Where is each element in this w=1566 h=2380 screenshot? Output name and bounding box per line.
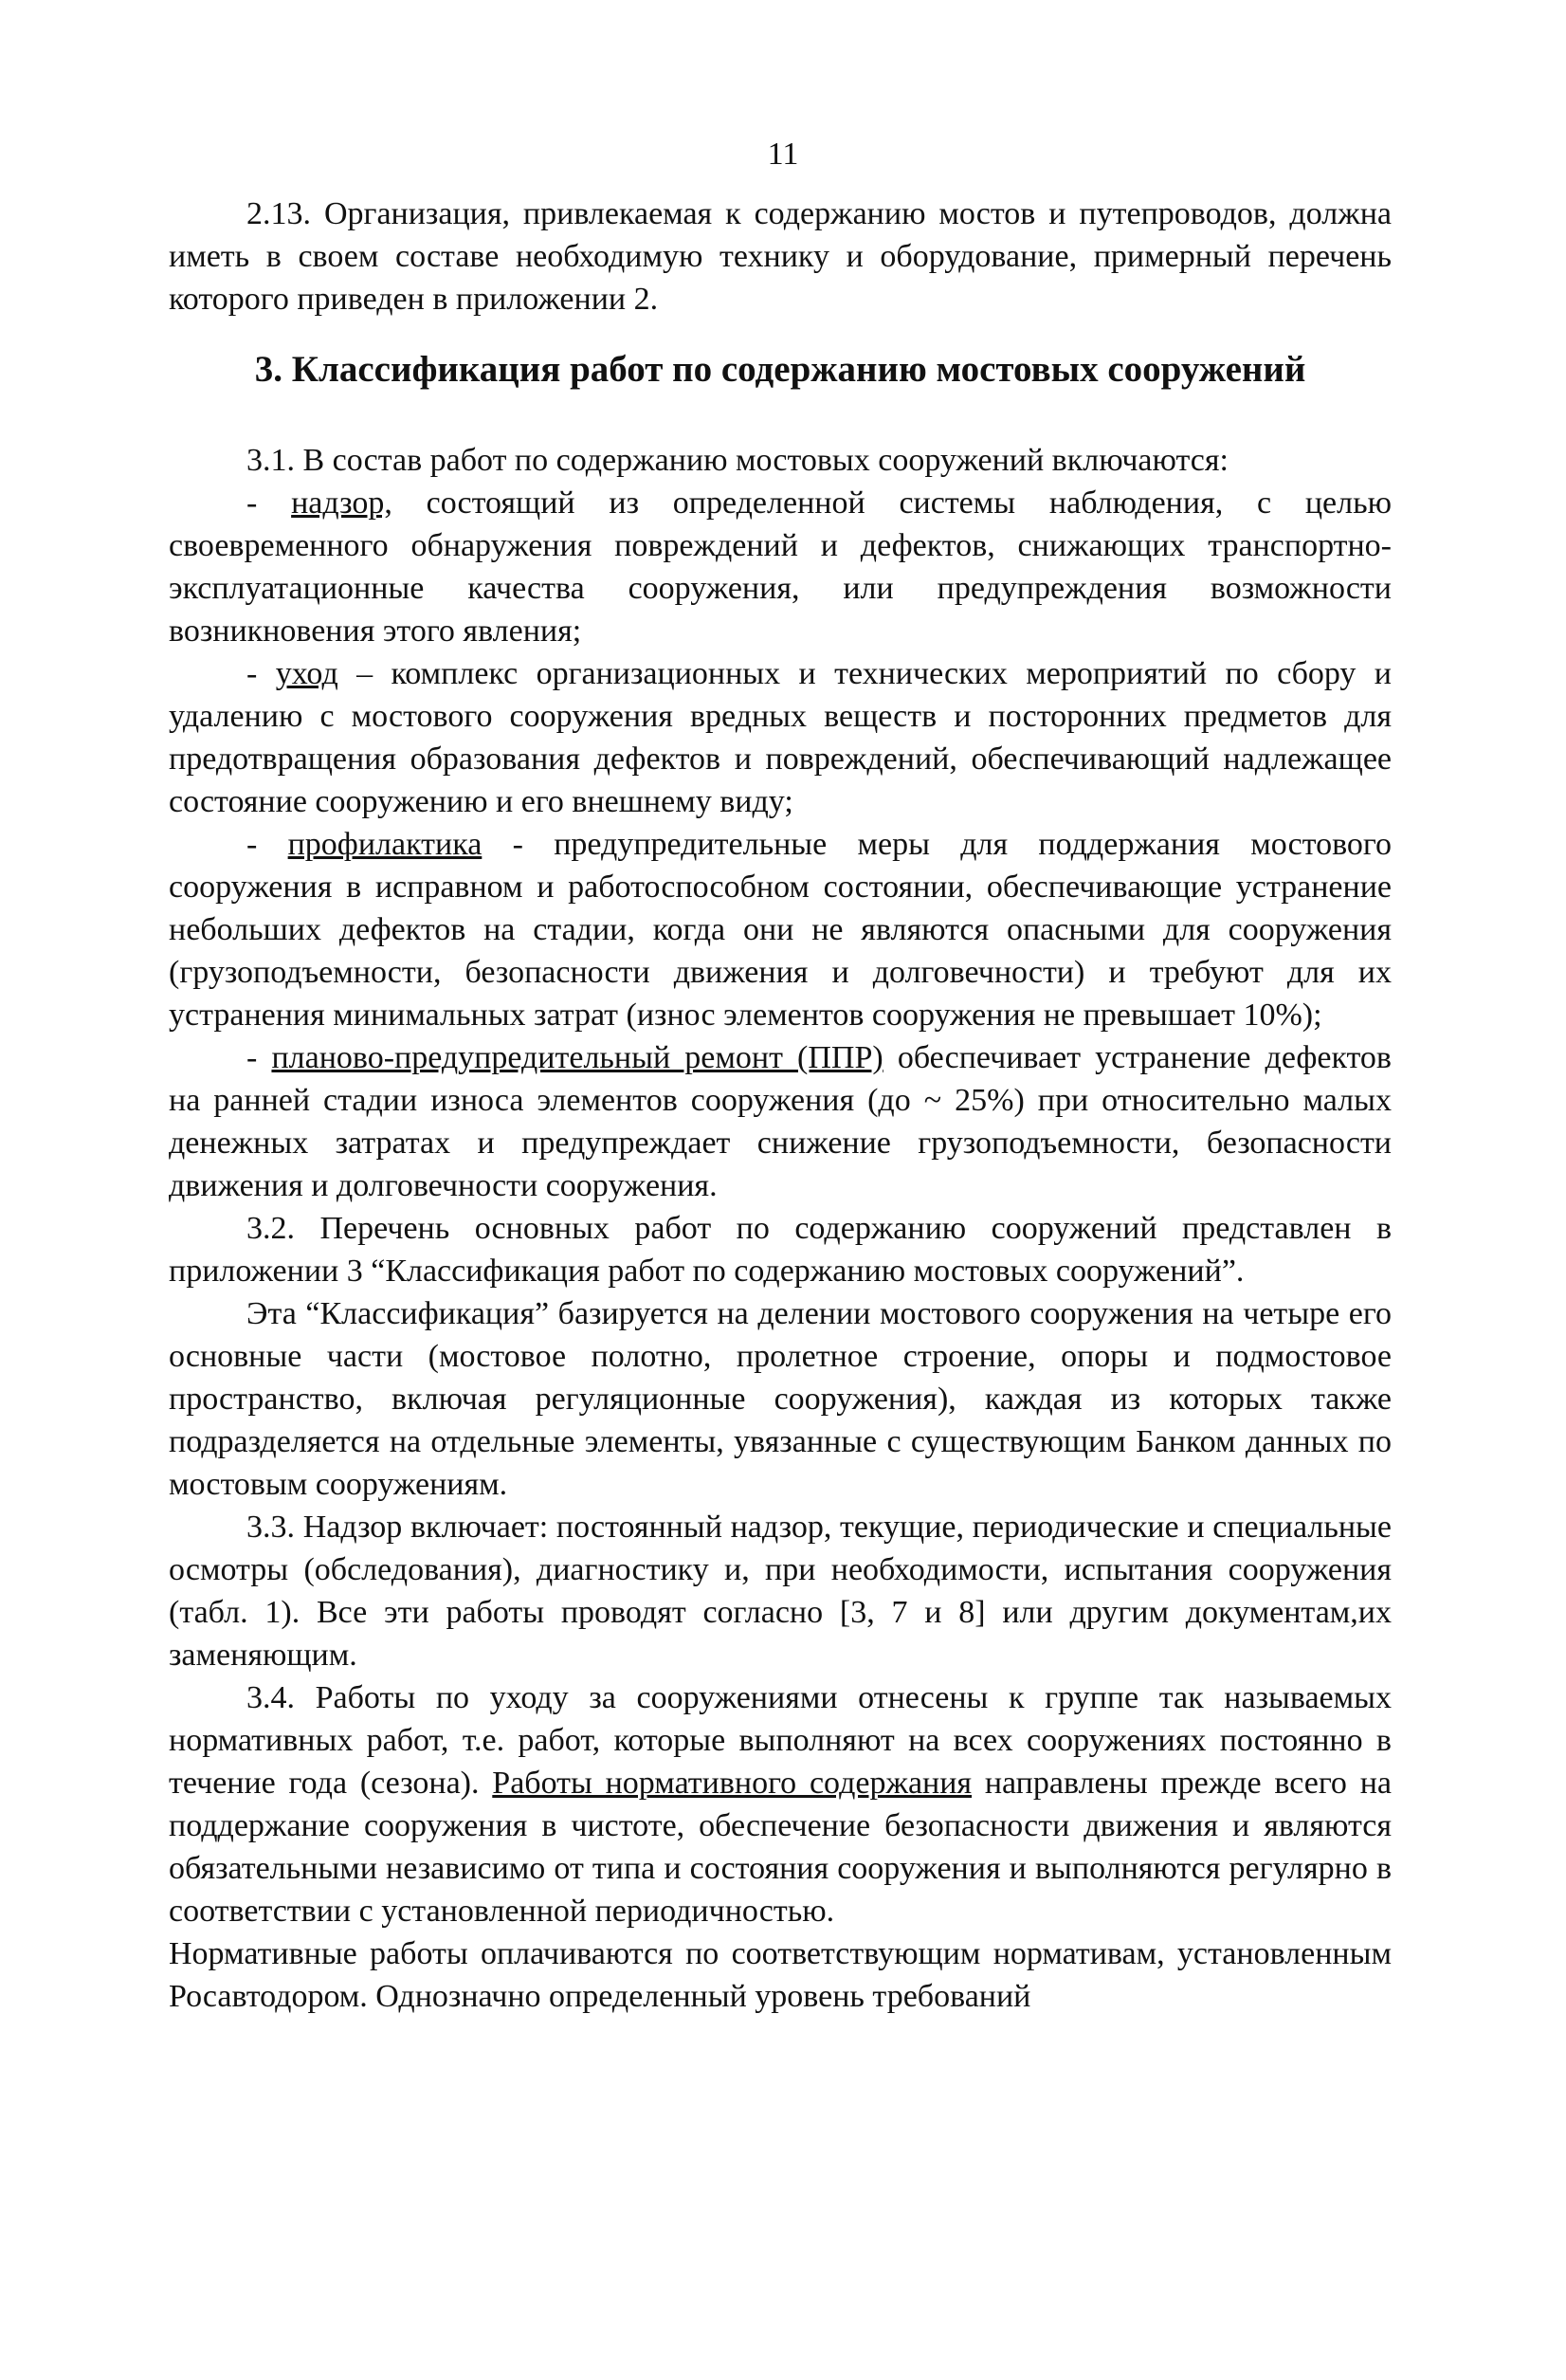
list-item-nadzor (169, 482, 1392, 652)
term-normative-maintenance: Работы нормативного содержания (492, 1766, 973, 1801)
list-item-ppr (169, 1036, 1392, 1207)
page-number: 11 (767, 137, 799, 172)
section-3-body (169, 439, 1392, 2018)
term-nadzor: надзор, (291, 485, 392, 521)
item-text: – комплекс организационных и технических мероприятий по сбору и удалению с мостового сооружения вредных веществ и посторонних предметов для предотвращения образования дефектов и повреждений, обеспечивающий надлежащее состояние сооружению и его внешнему виду; (169, 656, 1393, 819)
list-item-ukhod (169, 652, 1392, 823)
paragraph-3-2: 3.2. Перечень основных работ по содержанию сооружений представлен в приложении 3 “Классификация работ по содержанию мостовых сооружений”. (169, 1211, 1392, 1289)
item-text: состоящий из определенной системы наблюдения, с целью своевременного обнаружения повреждений и дефектов, снижающих транспортно-эксплуатационные качества сооружения, или предупреждения возможности возникновения этого явления; (169, 485, 1393, 649)
paragraph-2-13: 2.13. Организация, привлекаемая к содержанию мостов и путепроводов, должна иметь в своем составе необходимую технику и оборудование, примерный перечень которого приведен в приложении 2. (169, 196, 1392, 317)
term-profilaktika: профилактика (287, 827, 483, 862)
para-3-4-start: 3.4. Работы по уходу за сооружениями отнесены к группе так называемых нормативных работ, т.е. работ, которые выполняют на всех сооружениях постоянно в течение года (сезона). (169, 1680, 1392, 1801)
para-3-4-end: направлены прежде всего на поддержание сооружения в чистоте, обеспечение безопасности движения и являются обязательными независимо от типа и состояния сооружения и выполняются регулярно в соответствии с установленной периодичностью. (169, 1766, 1392, 1929)
term-ppr: планово-предупредительный ремонт (ППР) (271, 1040, 883, 1075)
paragraph-3-2-classification: Эта “Классификация” базируется на делении мостового сооружения на четыре его основные части (мостовое полотно, пролетное строение, опоры и подмостовое пространство, включая регуляционные сооружения), каждая из которых также подразделяется на отдельные элементы, увязанные с существующим Банком данных по мостовым сооружениям. (169, 1296, 1392, 1502)
item-dash: - (246, 656, 276, 691)
item-dash: - (246, 485, 292, 521)
paragraph-3-4 (169, 1676, 1392, 1932)
item-dash: - (246, 1040, 272, 1075)
section-title: 3. Классификация работ по содержанию мостовых сооружений (254, 349, 1306, 390)
item-text: обеспечивает устранение дефектов на ранней стадии износа элементов сооружения (до ~ 25%) при относительно малых денежных затратах и предупреждает снижение грузоподъемности, безопасности движения и долговечности сооружения. (169, 1040, 1392, 1203)
item-dash: - (246, 827, 288, 862)
paragraph-3-3: 3.3. Надзор включает: постоянный надзор, текущие, периодические и специальные осмотры (обследования), диагностику и, при необходимости, испытания сооружения (табл. 1). Все эти работы проводят согласно [3, 7 и 8] или другим документам,их заменяющим. (169, 1510, 1392, 1673)
paragraph-3-1: 3.1. В состав работ по содержанию мостовых сооружений включаются: (246, 443, 1229, 478)
list-item-profilaktika (169, 823, 1392, 1036)
term-ukhod: уход (275, 656, 338, 691)
paragraph-normative-payment: Нормативные работы оплачиваются по соответствующим нормативам, установленным Росавтодором. Однозначно определенный уровень требований (169, 1936, 1392, 2014)
item-text: - предупредительные меры для поддержания мостового сооружения в исправном и работоспособном состоянии, обеспечивающие устранение небольших дефектов на стадии, когда они не являются опасными для сооружения (грузоподъемности, безопасности движения и долговечности) и требуют для их устранения минимальных затрат (износ элементов сооружения не превышает 10%); (169, 827, 1392, 1033)
